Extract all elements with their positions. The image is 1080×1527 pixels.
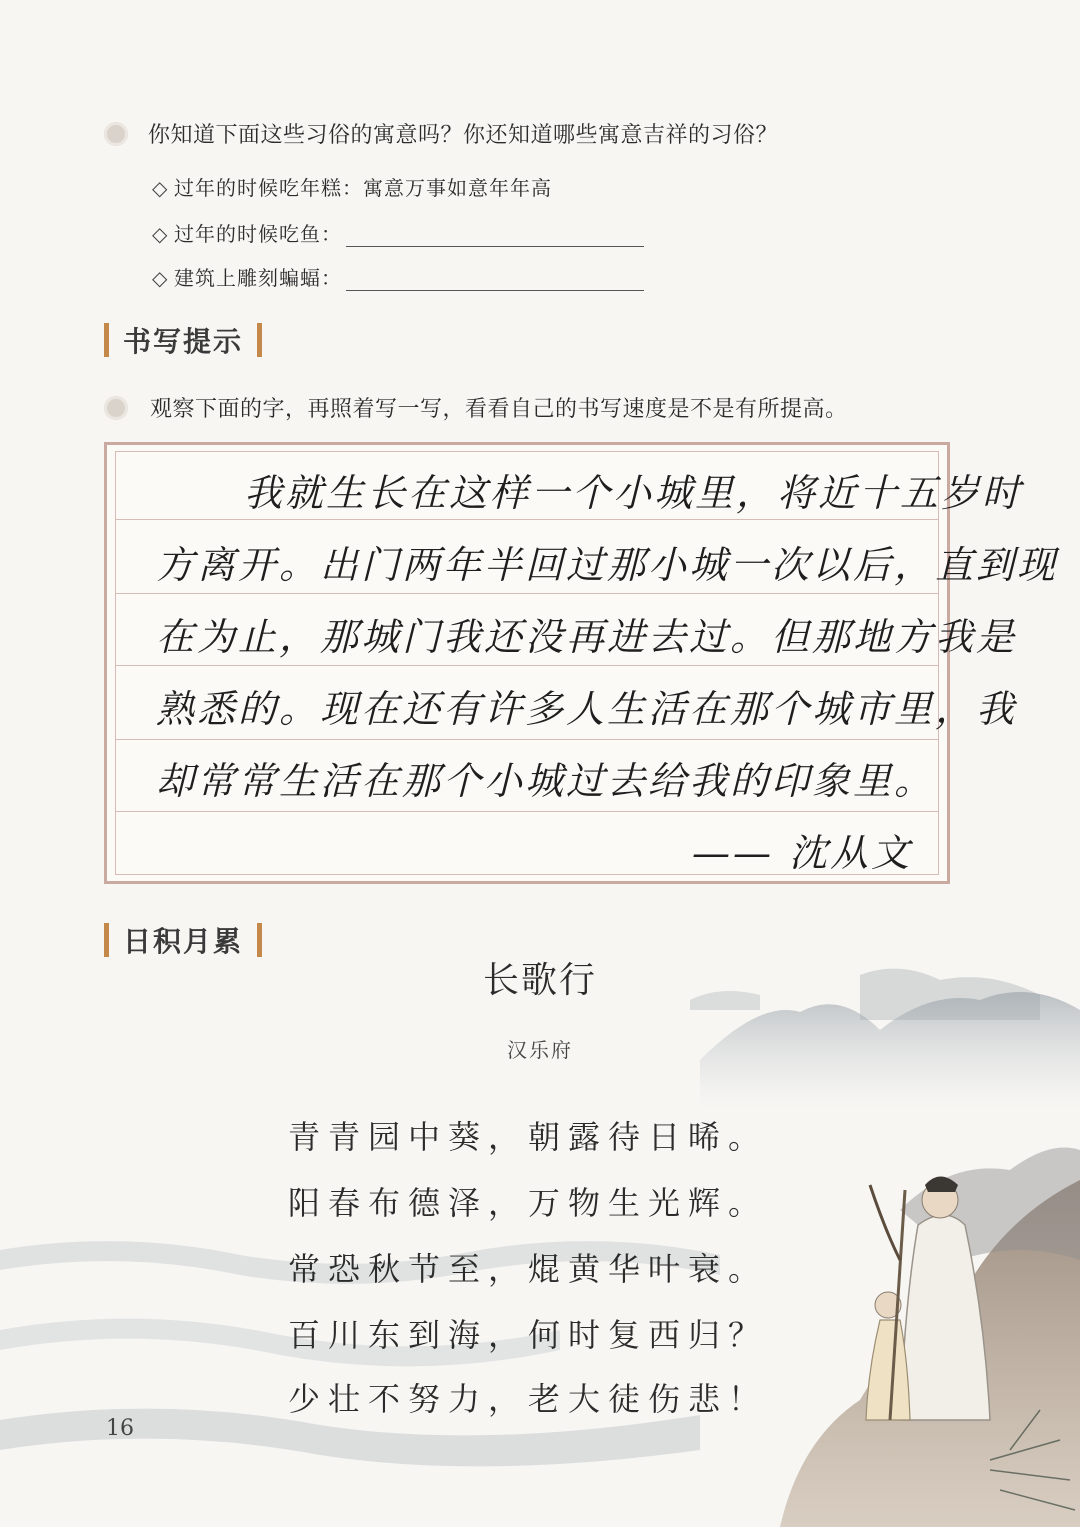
poem-line-1: 青青园中葵，朝露待日晞。	[288, 1118, 769, 1156]
guide-line	[115, 593, 939, 594]
diamond-bullet-icon: ◇	[152, 176, 169, 200]
handwriting-line-1: 我就生长在这样一个小城里，将近十五岁时	[244, 471, 1024, 515]
handwriting-line-5: 却常常生活在那个小城过去给我的印象里。	[156, 759, 936, 803]
custom-item-2	[152, 218, 644, 247]
poem-line-3: 常恐秋节至，焜黄华叶衰。	[288, 1250, 769, 1288]
answer-blank[interactable]	[346, 270, 644, 291]
question-icon	[104, 122, 128, 146]
guide-line	[115, 665, 939, 666]
answer-blank[interactable]	[346, 226, 644, 247]
poem-line-5: 少壮不努力，老大徒伤悲！	[288, 1380, 769, 1418]
diamond-bullet-icon: ◇	[152, 222, 169, 246]
accumulation-section-title: 日积月累	[123, 925, 244, 958]
handwriting-line-3: 在为止，那城门我还没再进去过。但那地方我是	[156, 615, 1018, 659]
handwriting-author: —— 沈从文	[692, 831, 913, 875]
question-1-text: 你知道下面这些习俗的寓意吗？你还知道哪些寓意吉祥的习俗？	[148, 123, 779, 148]
custom-item-1	[152, 172, 552, 201]
custom-item-label: 过年的时候吃年糕：寓意万事如意年年高	[174, 176, 552, 200]
custom-item-label: 建筑上雕刻蝙蝠：	[174, 266, 342, 290]
handwriting-line-2: 方离开。出门两年半回过那小城一次以后，直到现	[156, 543, 1059, 587]
poem-title: 长歌行	[482, 960, 597, 1001]
guide-line	[115, 811, 939, 812]
question-icon	[104, 396, 128, 420]
writing-question-text: 观察下面的字，再照着写一写，看看自己的书写速度是不是有所提高。	[150, 397, 848, 422]
custom-item-3	[152, 262, 644, 291]
diamond-bullet-icon: ◇	[152, 266, 169, 290]
writing-section-header	[104, 318, 262, 362]
guide-line	[115, 519, 939, 520]
poem-line-2: 阳春布德泽，万物生光辉。	[288, 1184, 769, 1222]
section-bar-right	[257, 323, 262, 357]
guide-line	[115, 739, 939, 740]
writing-section-title: 书写提示	[123, 325, 244, 358]
poem-line-4: 百川东到海，何时复西归？	[288, 1316, 769, 1354]
poem-author: 汉乐府	[507, 1038, 573, 1062]
handwriting-line-4: 熟悉的。现在还有许多人生活在那个城市里，我	[156, 687, 1018, 731]
custom-item-label: 过年的时候吃鱼：	[174, 222, 342, 246]
page-number: 16	[106, 1416, 134, 1441]
